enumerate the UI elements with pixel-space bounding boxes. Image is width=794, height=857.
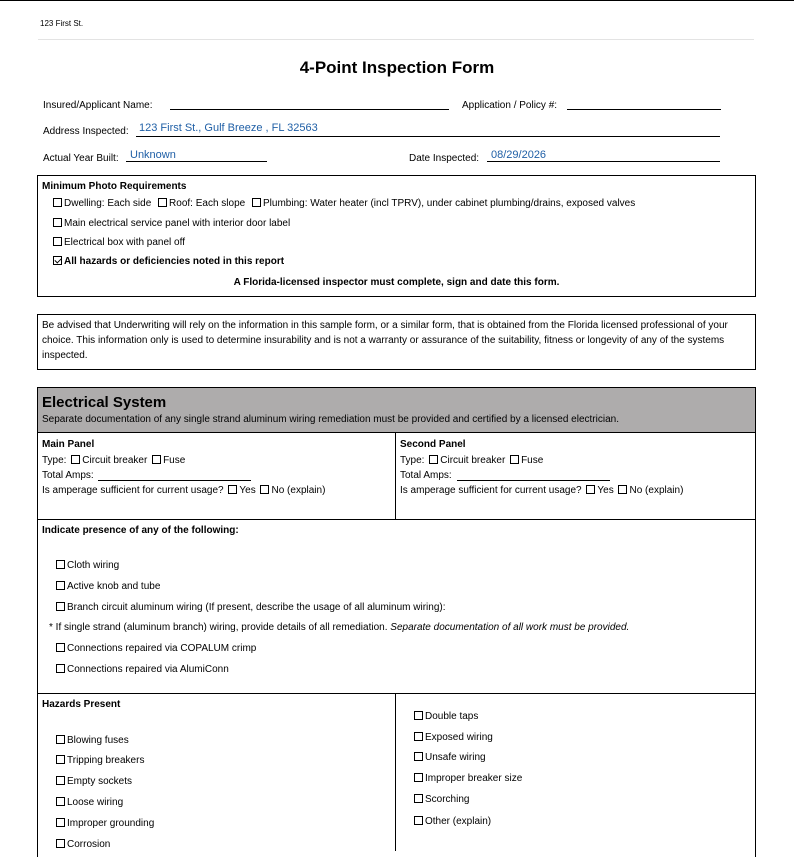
policy-field[interactable] (567, 109, 721, 110)
hazards-heading: Hazards Present (42, 699, 121, 710)
photo-req-item (53, 218, 290, 229)
alumiconn-label: Connections repaired via AlumiConn (67, 664, 229, 675)
electrical-title: Electrical System (42, 394, 167, 411)
main-sufficient-label: Is amperage sufficient for current usage? (42, 485, 224, 496)
roof-label: Roof: Each slope (169, 198, 246, 209)
hazards-noted-checkbox[interactable] (53, 256, 62, 265)
hazard-label: Unsafe wiring (425, 752, 486, 763)
date-field[interactable] (487, 161, 720, 162)
list-item (414, 752, 486, 763)
hazards-divider (395, 693, 396, 851)
main-type-label: Type: (42, 455, 67, 466)
date-value: 08/29/2026 (491, 149, 547, 161)
list-item (414, 816, 491, 827)
second-breaker-checkbox[interactable] (429, 455, 438, 464)
list-item (56, 643, 256, 654)
list-item (56, 560, 119, 571)
hazard-label: Scorching (425, 794, 470, 805)
year-field[interactable] (126, 161, 267, 162)
list-item (414, 773, 522, 784)
second-fuse-checkbox[interactable] (510, 455, 519, 464)
list-item (56, 839, 110, 850)
list-item (56, 776, 132, 787)
form-title: 4-Point Inspection Form (299, 58, 495, 77)
electrical-box-label: Electrical box with panel off (64, 237, 185, 248)
main-fuse-checkbox[interactable] (152, 455, 161, 464)
electrical-subtitle: Separate documentation of any single strand aluminum wiring remediation must be provided and certified by a licensed electrician. (42, 414, 619, 425)
list-item (414, 794, 469, 805)
loose-wiring-checkbox[interactable] (56, 797, 65, 806)
other-checkbox[interactable] (414, 816, 423, 825)
policy-label: Application / Policy #: (462, 100, 558, 111)
hazard-label: Tripping breakers (67, 755, 145, 766)
photo-req-heading: Minimum Photo Requirements (42, 181, 187, 192)
list-item (56, 755, 144, 766)
hazard-label: Empty sockets (67, 776, 133, 787)
dwelling-checkbox[interactable] (53, 198, 62, 207)
insured-label: Insured/Applicant Name: (43, 100, 153, 111)
list-item (56, 818, 154, 829)
knob-tube-label: Active knob and tube (67, 581, 161, 592)
address-label: Address Inspected: (43, 126, 129, 137)
main-panel-heading: Main Panel (42, 439, 95, 450)
list-item (56, 735, 129, 746)
main-breaker-checkbox[interactable] (71, 455, 80, 464)
list-item (56, 797, 123, 808)
hazard-label: Corrosion (67, 839, 111, 850)
cloth-wiring-checkbox[interactable] (56, 560, 65, 569)
remediation-note (49, 622, 629, 633)
panel-divider (395, 432, 396, 520)
hazard-label: Double taps (425, 711, 479, 722)
divider (38, 519, 755, 520)
remediation-note-italic: Separate documentation of all work must be provided. (390, 622, 630, 633)
list-item (56, 664, 229, 675)
main-no-label: No (explain) (271, 485, 326, 496)
scorching-checkbox[interactable] (414, 794, 423, 803)
hazard-label: Exposed wiring (425, 732, 493, 743)
main-panel-photo-label: Main electrical service panel with interior door label (64, 218, 291, 229)
main-fuse-label: Fuse (163, 455, 186, 466)
list-item (414, 711, 478, 722)
year-label: Actual Year Built: (43, 153, 119, 164)
roof-checkbox[interactable] (158, 198, 167, 207)
main-panel-type-row (42, 455, 185, 466)
second-breaker-label: Circuit breaker (440, 455, 506, 466)
second-sufficient-label: Is amperage sufficient for current usage? (400, 485, 582, 496)
page-top-rule (0, 0, 794, 1)
photo-req-item (53, 256, 284, 267)
list-item (56, 581, 160, 592)
hazard-label: Blowing fuses (67, 735, 129, 746)
second-amps-field[interactable] (457, 480, 610, 481)
second-sufficient-row (400, 485, 683, 496)
insured-field[interactable] (170, 109, 449, 110)
second-type-label: Type: (400, 455, 425, 466)
second-panel-type-row (400, 455, 543, 466)
inspector-notice: A Florida-licensed inspector must complete, sign and date this form. (233, 277, 560, 288)
second-no-checkbox[interactable] (618, 485, 627, 494)
second-yes-checkbox[interactable] (586, 485, 595, 494)
double-taps-checkbox[interactable] (414, 711, 423, 720)
knob-tube-checkbox[interactable] (56, 581, 65, 590)
cloth-wiring-label: Cloth wiring (67, 560, 120, 571)
blowing-fuses-checkbox[interactable] (56, 735, 65, 744)
plumbing-checkbox[interactable] (252, 198, 261, 207)
advisory-text: Be advised that Underwriting will rely on the information in this sample form, or a similar form, that is obtained from the Florida licensed professional of your choice. This information only is used to determine insurability and is not a warranty or assurance of the suitability, fitness or longevity of any of the systems inspected. (42, 320, 728, 361)
divider (38, 432, 755, 433)
date-label: Date Inspected: (409, 153, 480, 164)
hazard-label: Loose wiring (67, 797, 124, 808)
hazard-label: Improper breaker size (425, 773, 523, 784)
divider (38, 693, 755, 694)
photo-req-item (53, 237, 185, 248)
copalum-checkbox[interactable] (56, 643, 65, 652)
address-field[interactable] (136, 136, 720, 137)
improper-grounding-checkbox[interactable] (56, 818, 65, 827)
main-amps-field[interactable] (98, 480, 251, 481)
empty-sockets-checkbox[interactable] (56, 776, 65, 785)
improper-breaker-checkbox[interactable] (414, 773, 423, 782)
plumbing-label: Plumbing: Water heater (incl TPRV), under cabinet plumbing/drains, exposed valves (263, 198, 636, 209)
year-value: Unknown (130, 149, 176, 161)
second-fuse-label: Fuse (521, 455, 544, 466)
electrical-box-checkbox[interactable] (53, 237, 62, 246)
second-amps-label: Total Amps: (400, 470, 452, 481)
main-yes-checkbox[interactable] (228, 485, 237, 494)
exposed-wiring-checkbox[interactable] (414, 732, 423, 741)
list-item (414, 732, 493, 743)
main-yes-label: Yes (239, 485, 256, 496)
second-yes-label: Yes (597, 485, 614, 496)
presence-heading: Indicate presence of any of the following: (42, 525, 239, 536)
second-panel-heading: Second Panel (400, 439, 466, 450)
copalum-label: Connections repaired via COPALUM crimp (67, 643, 257, 654)
aluminum-wiring-label: Branch circuit aluminum wiring (If present, describe the usage of all aluminum wiring): (67, 602, 446, 613)
dwelling-label: Dwelling: Each side (64, 198, 152, 209)
list-item (56, 602, 446, 613)
main-panel-photo-checkbox[interactable] (53, 218, 62, 227)
header-rule (38, 39, 754, 40)
main-sufficient-row (42, 485, 325, 496)
main-no-checkbox[interactable] (260, 485, 269, 494)
second-no-label: No (explain) (629, 485, 684, 496)
tripping-breakers-checkbox[interactable] (56, 755, 65, 764)
unsafe-wiring-checkbox[interactable] (414, 752, 423, 761)
hazard-label: Other (explain) (425, 816, 492, 827)
aluminum-wiring-checkbox[interactable] (56, 602, 65, 611)
hazards-noted-label: All hazards or deficiencies noted in this report (64, 256, 285, 267)
remediation-note-text: * If single strand (aluminum branch) wiring, provide details of all remediation. (49, 622, 388, 633)
photo-req-row1 (53, 198, 635, 209)
corrosion-checkbox[interactable] (56, 839, 65, 848)
main-amps-label: Total Amps: (42, 470, 94, 481)
hazard-label: Improper grounding (67, 818, 155, 829)
header-address: 123 First St. (40, 19, 84, 28)
address-value: 123 First St., Gulf Breeze , FL 32563 (139, 122, 318, 134)
alumiconn-checkbox[interactable] (56, 664, 65, 673)
main-breaker-label: Circuit breaker (82, 455, 148, 466)
